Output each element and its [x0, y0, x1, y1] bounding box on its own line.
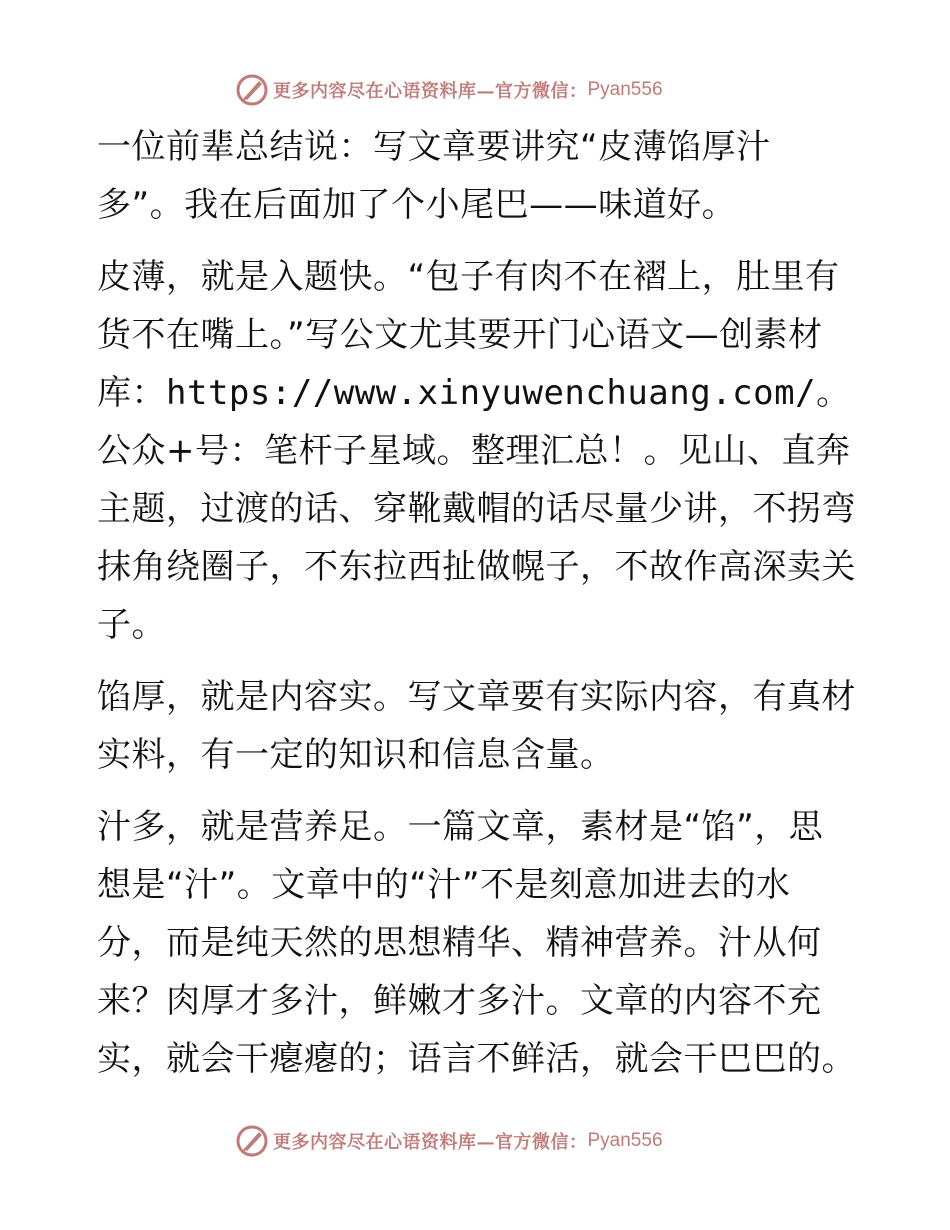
paragraph-thick-filling: 馅厚，就是内容实。写文章要有实际内容，有真材实料，有一定的知识和信息含量。: [97, 677, 856, 775]
paragraph-rich-juice: 汁多，就是营养足。一篇文章，素材是“馅”，思想是“汁”。文章中的“汁”不是刻意加进去的水分，而是纯天然的思想精华、精神营养。汁从何来？肉厚才多汁，鲜嫩才多汁。文章的内容不充实，就会干瘪瘪的；语言不鲜活，就会干巴巴的。: [97, 807, 856, 1079]
paragraph-thin-skin: [97, 248, 857, 654]
footer-wechat-id: Pyan556: [587, 1130, 663, 1151]
header-watermark-text: 更多内容尽在心语资料库—官方微信：: [273, 81, 588, 102]
header-watermark: [235, 73, 663, 107]
footer-watermark-text: 更多内容尽在心语资料库—官方微信：: [273, 1132, 588, 1153]
footer-watermark: [235, 1124, 663, 1158]
document-body: [97, 118, 857, 1102]
paragraph-thin-skin-text-a: 皮薄，就是入题快。“包子有肉不在褶上，肚里有货不在嘴上。”写公文尤其要开门心语文—创素材库：: [97, 257, 840, 413]
quill-pen-logo-icon: [235, 73, 269, 107]
header-wechat-id: Pyan556: [587, 79, 663, 100]
paragraph-intro: 一位前辈总结说：写文章要讲究“皮薄馅厚汁多”。我在后面加了个小尾巴——味道好。: [97, 127, 771, 225]
paragraph-thin-skin-text-b: 。公众+号：笔杆子星域。整理汇总！。见山、直奔主题，过渡的话、穿靴戴帽的话尽量少讲，不拐弯抹角绕圈子，不东拉西扯做幌子，不故作高深卖关子。: [97, 373, 856, 645]
source-url: https://www.xinyuwenchuang.com/: [166, 373, 817, 413]
quill-pen-logo-icon: [235, 1124, 269, 1158]
